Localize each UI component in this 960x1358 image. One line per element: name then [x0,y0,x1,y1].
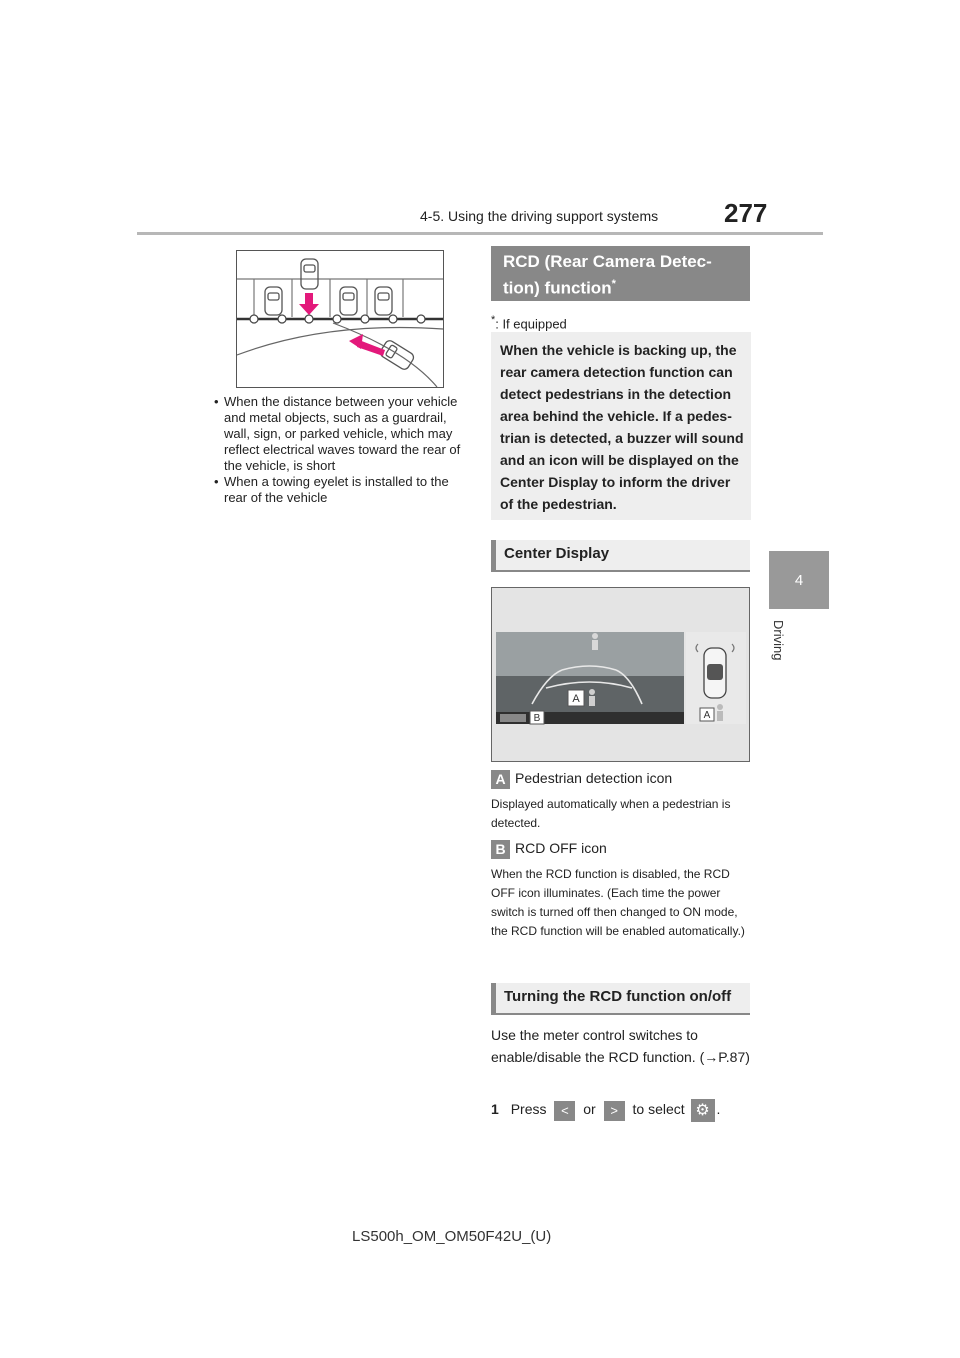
page-number: 277 [724,198,768,228]
step-end: . [716,1101,721,1118]
header-rule [137,232,823,235]
heading-line-2-text: tion) function [503,278,612,298]
callout-letter-a: A [491,770,510,789]
svg-text:B: B [533,713,541,724]
center-display-svg [492,588,749,761]
step-or: or [583,1101,596,1118]
center-display-heading-box [491,540,750,572]
footnote [491,314,567,331]
gear-icon: ⚙ [691,1099,715,1122]
callout-a-description: Displayed automatically when a pedestrian is detected. [491,797,731,830]
parking-illustration [236,250,444,388]
bullet-list [214,394,472,506]
center-display-illustration [491,587,750,762]
chapter-label: Driving [771,620,786,661]
turning-heading: Turning the RCD function on/off [504,988,732,1005]
bullet-item: • When the distance between your vehicle and metal objects, such as a guardrail, wall, sign, or parked vehicle, which may reflect electrical waves toward the rear of the vehicle, is short [214,394,472,474]
footnote-asterisk: * [491,314,496,326]
step-press: Press [510,1101,547,1118]
section-title: 4-5. Using the driving support systems [420,208,659,224]
heading-asterisk: * [611,278,616,290]
intro-text: When the vehicle is backing up, the rear camera detection function can detect pedestrians in the detection area behind the vehicle. If a pedes-trian is detected, a buzzer will sound and an icon will be displayed on the Center Display to inform the driver of the pedestrian. [500,342,744,512]
callout-letter-b: B [491,840,510,859]
chapter-number: 4 [794,572,804,589]
step-to-select: to select [632,1101,685,1118]
turning-body: Use the meter control switches to enable/disable the RCD function. (→P.87) [491,1027,750,1065]
bullet-item: • When a towing eyelet is installed to the rear of the vehicle [214,474,472,506]
chevron-right-icon: > [604,1101,625,1121]
step-1 [491,1099,720,1122]
footer-code: LS500h_OM_OM50F42U_(U) [352,1228,552,1245]
callout-b-description: When the RCD function is disabled, the RCD OFF icon illuminates. (Each time the power switch is turned off then changed to ON mode, the RCD function will be enabled automatically.) [491,867,745,938]
callout-b-title: RCD OFF icon [515,840,607,856]
chapter-label-wrap [764,620,794,680]
heading-line-2 [503,273,743,300]
callout-a-title: Pedestrian detection icon [515,770,673,786]
turning-heading-box [491,983,750,1015]
footnote-text: : If equipped [495,316,567,332]
parking-lot-svg [237,251,443,387]
svg-text:A: A [572,693,580,705]
chevron-left-icon: < [554,1101,575,1121]
section-heading [503,250,743,300]
svg-text:A: A [703,710,711,721]
heading-line-1: RCD (Rear Camera Detec- [503,252,712,271]
center-display-heading: Center Display [504,545,610,562]
step-number: 1 [491,1101,499,1118]
